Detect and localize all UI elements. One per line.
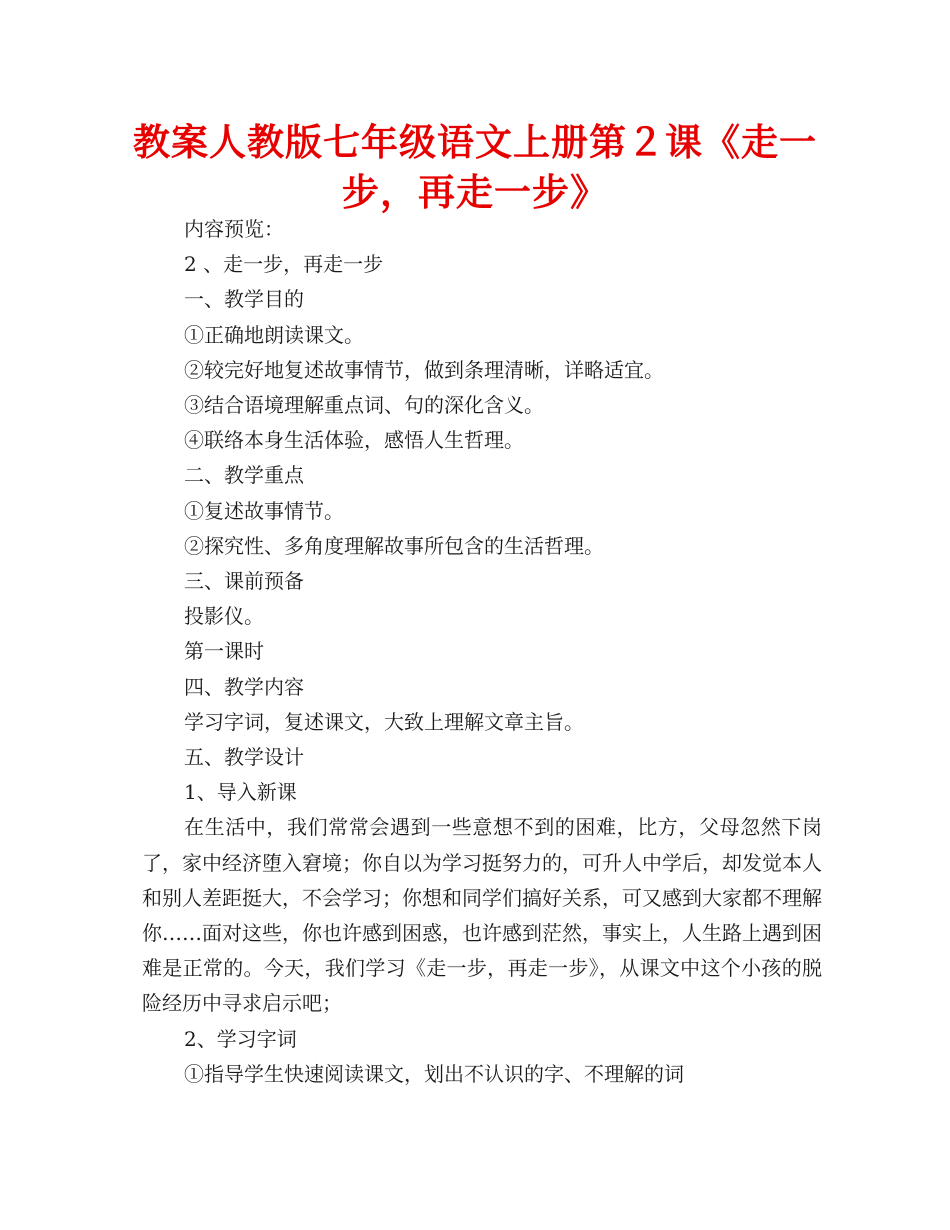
text-line: 第一课时 — [184, 639, 264, 664]
text-line: 投影仪。 — [184, 604, 264, 629]
list-item: ②探究性、多角度理解故事所包含的生活哲理。 — [184, 533, 604, 558]
list-item: ①指导学生快速阅读课文，划出不认识的字、不理解的词 — [184, 1061, 684, 1086]
list-item: ②较完好地复述故事情节，做到条理清晰，详略适宜。 — [184, 357, 664, 382]
text-line: 内容预览： — [184, 217, 284, 241]
list-item: ③结合语境理解重点词、句的深化含义。 — [184, 393, 544, 418]
document-body — [142, 212, 822, 1092]
section-heading: 一、教学目的 — [184, 287, 304, 312]
section-heading: 二、教学重点 — [184, 463, 304, 488]
section-heading: 五、教学设计 — [184, 745, 304, 770]
section-heading: 三、课前预备 — [184, 569, 304, 594]
subsection-heading: 1、导入新课 — [184, 780, 297, 805]
list-item: ④联络本身生活体验，感悟人生哲理。 — [184, 428, 524, 453]
document-title: 教案人教版七年级语文上册第２课《走一步，再走一步》 — [133, 121, 817, 214]
text-line: 学习字词，复述课文，大致上理解文章主旨。 — [184, 709, 584, 734]
text-line: 2 、走一步，再走一步 — [184, 252, 384, 277]
body-paragraph: 在生活中，我们常常会遇到一些意想不到的困难，比方，父母忽然下岗了，家中经济堕入窘境；你自以为学习挺努力的，可升人中学后，却发觉本人和别人差距挺大，不会学习；你想和同学们搞好关系，可又感到大家都不理解你……面对这些，你也许感到困惑，也许感到茫然，事实上，人生路上遇到困难是正常的。今天，我们学习《走一步，再走一步》，从课文中这个小孩的脱险经历中寻求启示吧； — [142, 815, 822, 1016]
section-heading: 四、教学内容 — [184, 674, 304, 699]
list-item: ①正确地朗读课文。 — [184, 322, 364, 347]
subsection-heading: 2、学习字词 — [184, 1026, 297, 1051]
list-item: ①复述故事情节。 — [184, 498, 344, 523]
